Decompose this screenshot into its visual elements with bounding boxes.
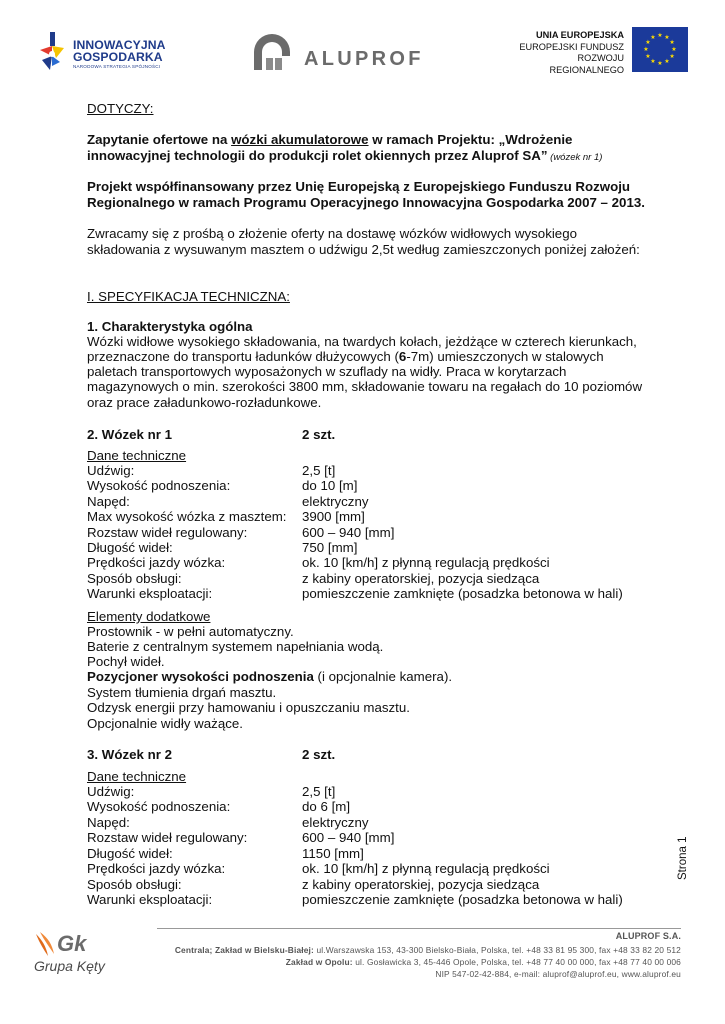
general-line-5: oraz prace załadunkowo-rozładunkowe. bbox=[87, 395, 322, 410]
truck2-row-value: ok. 10 [km/h] z płynną regulacją prędkości bbox=[302, 861, 550, 876]
truck1-qty: 2 szt. bbox=[302, 427, 336, 442]
truck2-row-value: z kabiny operatorskiej, pozycja siedząca bbox=[302, 877, 540, 892]
truck1-row-label: Rozstaw wideł regulowany: bbox=[87, 525, 248, 540]
truck1-row-value: 750 [mm] bbox=[302, 540, 358, 555]
svg-text:★: ★ bbox=[645, 39, 651, 46]
grupa-kety-mark: Gk bbox=[57, 931, 87, 956]
svg-text:★: ★ bbox=[657, 60, 663, 67]
truck1-row-value: ok. 10 [km/h] z płynną regulacją prędkości bbox=[302, 555, 550, 570]
truck1-row-value: z kabiny operatorskiej, pozycja siedząca bbox=[302, 571, 540, 586]
truck2-row-value: pomieszczenie zamknięte (posadzka betonowa w hali) bbox=[302, 892, 623, 907]
ig-star-icon bbox=[38, 30, 68, 74]
svg-text:★: ★ bbox=[669, 39, 675, 46]
inquiry-line-2: innowacyjnej technologii do produkcji rolet okiennych przez Aluprof SA” (wózek nr 1) bbox=[87, 148, 603, 163]
grupa-kety-name: Grupa Kęty bbox=[34, 958, 105, 974]
page-header bbox=[0, 0, 725, 90]
request-line-1: Zwracamy się z prośbą o złożenie oferty na dostawę wózków widłowych wysokiego bbox=[87, 226, 577, 241]
spec-heading: I. SPECYFIKACJA TECHNICZNA: bbox=[87, 289, 290, 304]
truck2-row-label: Napęd: bbox=[87, 815, 130, 830]
truck1-row-label: Długość wideł: bbox=[87, 540, 173, 555]
eu-line3: ROZWOJU REGIONALNEGO bbox=[549, 53, 624, 75]
aluprof-logo bbox=[250, 30, 455, 75]
svg-text:★: ★ bbox=[664, 33, 670, 41]
truck2-tech-title: Dane techniczne bbox=[87, 769, 187, 784]
footer-divider bbox=[157, 928, 681, 929]
truck2-row-value: 2,5 [t] bbox=[302, 784, 336, 799]
cofinanced-line-2: Regionalnego w ramach Programu Operacyjnego Innowacyjna Gospodarka 2007 – 2013. bbox=[87, 195, 645, 210]
truck1-extra-item: Opcjonalnie widły ważące. bbox=[87, 716, 243, 731]
truck2-row-label: Prędkości jazdy wózka: bbox=[87, 861, 226, 876]
truck1-row-value: 2,5 [t] bbox=[302, 463, 336, 478]
general-line-2: przeznaczone do transportu ładunków dłużycowych (6-7m) umieszczonych w stalowych bbox=[87, 349, 604, 364]
truck2-row-label: Wysokość podnoszenia: bbox=[87, 799, 231, 814]
eu-line1: UNIA EUROPEJSKA bbox=[536, 30, 624, 40]
svg-text:★: ★ bbox=[650, 58, 656, 66]
eu-caption bbox=[502, 30, 624, 76]
svg-text:★: ★ bbox=[664, 58, 670, 66]
general-title: 1. Charakterystyka ogólna bbox=[87, 319, 253, 334]
truck1-row-value: pomieszczenie zamknięte (posadzka betonowa w hali) bbox=[302, 586, 623, 601]
request-line-2: składowania z wysuwanym masztem o udźwigu 2,5t według zamieszczonych poniżej założeń: bbox=[87, 242, 640, 257]
innowacyjna-gospodarka-logo bbox=[38, 30, 188, 74]
svg-text:★: ★ bbox=[645, 53, 651, 60]
truck1-row-label: Max wysokość wózka z masztem: bbox=[87, 509, 287, 524]
truck2-row-label: Warunki eksploatacji: bbox=[87, 892, 213, 907]
ig-line2: GOSPODARKA bbox=[73, 50, 163, 64]
svg-text:★: ★ bbox=[671, 46, 677, 53]
truck1-extra-item: Prostownik - w pełni automatyczny. bbox=[87, 624, 294, 639]
svg-text:★: ★ bbox=[657, 32, 663, 39]
truck2-row-label: Rozstaw wideł regulowany: bbox=[87, 830, 248, 845]
truck1-row-label: Warunki eksploatacji: bbox=[87, 586, 213, 601]
truck2-row-value: 600 – 940 [mm] bbox=[302, 830, 395, 845]
ig-line1: INNOWACYJNA bbox=[73, 38, 166, 52]
truck1-extras-title: Elementy dodatkowe bbox=[87, 609, 211, 624]
truck1-row-label: Sposób obsługi: bbox=[87, 571, 182, 586]
general-line-3: paletach transportowych wyposażonych w szuflady na widły. Praca w korytarzach bbox=[87, 364, 567, 379]
general-line-1: Wózki widłowe wysokiego składowania, na twardych kołach, jeżdżące w czterech kierunkach, bbox=[87, 334, 637, 349]
truck2-row-label: Długość wideł: bbox=[87, 846, 173, 861]
eu-line2: EUROPEJSKI FUNDUSZ bbox=[519, 41, 624, 52]
page-number-label: Strona 1 bbox=[677, 836, 689, 880]
cofinanced-line-1: Projekt współfinansowany przez Unię Europejską z Europejskiego Funduszu Rozwoju bbox=[87, 179, 631, 194]
svg-text:★: ★ bbox=[643, 46, 649, 53]
footer-company: ALUPROF S.A. bbox=[615, 931, 681, 941]
truck1-row-value: do 10 [m] bbox=[302, 478, 358, 493]
truck1-row-value: elektryczny bbox=[302, 494, 369, 509]
dotyczy-heading: DOTYCZY: bbox=[87, 101, 154, 116]
truck1-extra-item: Baterie z centralnym systemem napełniania wodą. bbox=[87, 639, 384, 654]
truck1-row-value: 600 – 940 [mm] bbox=[302, 525, 395, 540]
truck1-row-label: Napęd: bbox=[87, 494, 130, 509]
truck2-row-value: elektryczny bbox=[302, 815, 369, 830]
truck2-row-label: Sposób obsługi: bbox=[87, 877, 182, 892]
truck1-extra-item: Pochył wideł. bbox=[87, 654, 165, 669]
truck2-row-label: Udźwig: bbox=[87, 784, 135, 799]
truck2-title: 3. Wózek nr 2 bbox=[87, 747, 172, 762]
aluprof-mark-icon bbox=[250, 30, 298, 75]
truck1-title: 2. Wózek nr 1 bbox=[87, 427, 172, 442]
truck1-extra-positioner: Pozycjoner wysokości podnoszenia (i opcjonalnie kamera). bbox=[87, 669, 453, 684]
grupa-kety-logo bbox=[34, 930, 112, 978]
truck2-qty: 2 szt. bbox=[302, 747, 336, 762]
truck1-row-label: Prędkości jazdy wózka: bbox=[87, 555, 226, 570]
truck1-row-value: 3900 [mm] bbox=[302, 509, 365, 524]
footer-line-1: Centrala; Zakład w Bielsku-Białej: ul.Warszawska 153, 43-300 Bielsko-Biała, Polska, tel. +48 33 81 95 300, fax +48 33 82 20 512 bbox=[174, 945, 681, 955]
truck1-extra-item: Odzysk energii przy hamowaniu i opuszczaniu masztu. bbox=[87, 700, 410, 715]
general-line-4: magazynowych o min. szerokości 3800 mm, składowanie towaru na regałach do 10 poziomów bbox=[87, 379, 643, 394]
truck1-row-label: Wysokość podnoszenia: bbox=[87, 478, 231, 493]
ig-line3: NARODOWA STRATEGIA SPÓJNOŚCI bbox=[73, 64, 161, 69]
aluprof-wordmark: ALUPROF bbox=[304, 48, 424, 70]
svg-text:★: ★ bbox=[650, 33, 656, 41]
inquiry-line-1: Zapytanie ofertowe na wózki akumulatorowe w ramach Projektu: „Wdrożenie bbox=[87, 132, 573, 147]
eu-flag-icon bbox=[632, 27, 688, 72]
truck1-tech-title: Dane techniczne bbox=[87, 448, 187, 463]
truck2-row-value: do 6 [m] bbox=[302, 799, 351, 814]
truck2-row-value: 1150 [mm] bbox=[302, 846, 364, 861]
truck1-extra-item: System tłumienia drgań masztu. bbox=[87, 685, 277, 700]
svg-text:★: ★ bbox=[669, 53, 675, 60]
truck1-row-label: Udźwig: bbox=[87, 463, 135, 478]
footer-line-2: Zakład w Opolu: ul. Gosławicka 3, 45-446 Opole, Polska, tel. +48 77 40 00 000, fax +48 77 40 00 006 bbox=[285, 957, 681, 967]
footer-line-3: NIP 547-02-42-884, e-mail: aluprof@aluprof.eu, www.aluprof.eu bbox=[435, 969, 681, 979]
